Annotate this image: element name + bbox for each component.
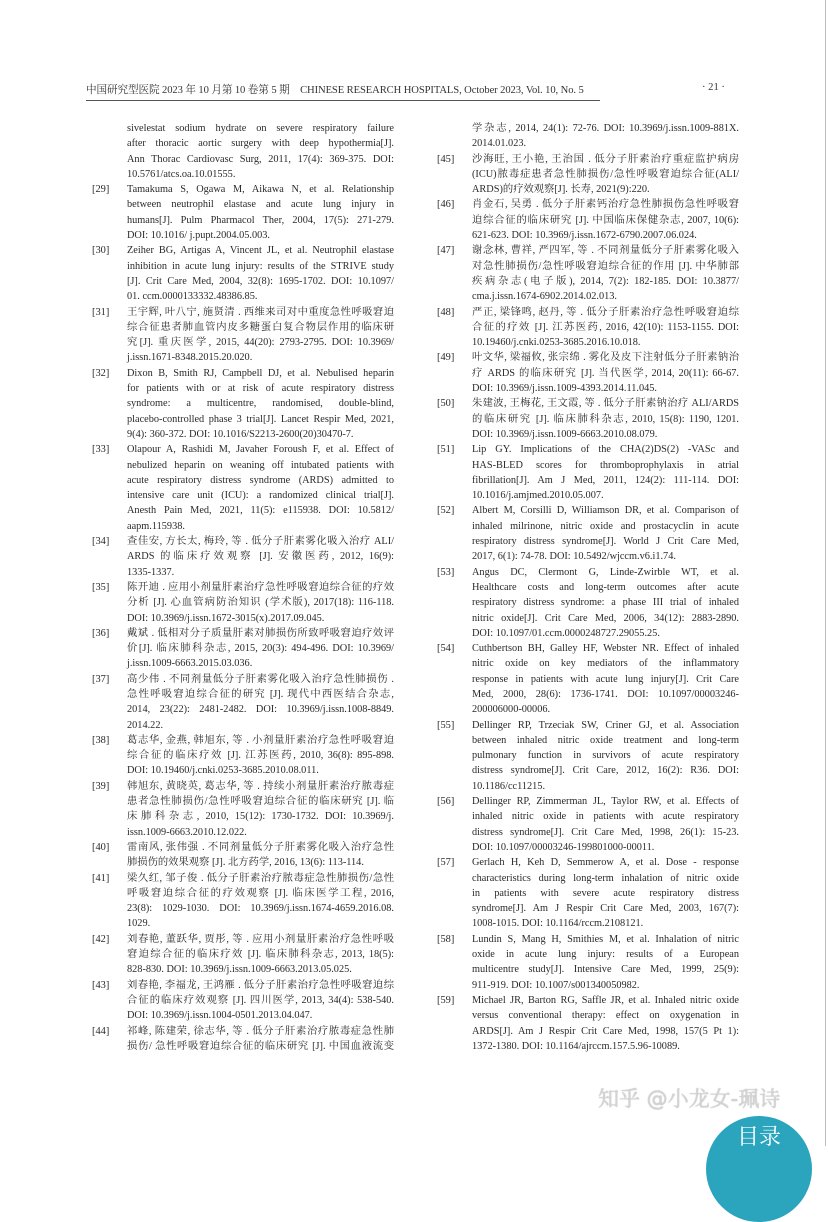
reference-line: in patients with severe acute respiratory distress xyxy=(472,887,739,899)
reference-text xyxy=(127,580,394,626)
reference-line: 2014.22. xyxy=(127,719,164,731)
reference-line: oxide in acute lung injury: results of a European xyxy=(472,949,739,961)
reference-text xyxy=(127,366,394,442)
reference-text xyxy=(472,718,739,794)
reference-number: [59] xyxy=(437,994,455,1006)
reference-text xyxy=(127,626,394,672)
reference-line: Olapour A, Rashidi M, Javaher Foroush F, et al. Effect of xyxy=(127,444,394,456)
reference-number: [47] xyxy=(437,245,455,257)
reference-line: 雷南风, 张伟强 . 不同剂量低分子肝素雾化吸入治疗急性 xyxy=(127,841,394,853)
reference-number: [41] xyxy=(92,872,110,884)
reference-line: 200006000-00006. xyxy=(472,704,551,716)
reference-item xyxy=(433,718,743,794)
reference-number: [42] xyxy=(92,933,110,945)
reference-line: 对急性肺损伤/急性呼吸窘迫综合征的作用 [J]. 中华肺部 xyxy=(472,260,739,272)
reference-line: syndrome: a multicentre, randomised, double-blind, xyxy=(127,398,394,410)
reference-line: 1335-1337. xyxy=(127,566,175,578)
reference-line: between neutrophil elastase and acute lung injury in xyxy=(127,199,394,211)
reference-text xyxy=(127,978,394,1024)
reference-line: 合征的临床疗效观察 [J]. 四川医学, 2013, 34(4): 538-540. xyxy=(127,994,394,1006)
reference-line: DOI: 10.19460/j.cnki.0253-3685.2010.08.011. xyxy=(127,765,319,777)
reference-line: 23(8): 1029-1030. DOI: 10.3969/j.issn.1674-4659.2016.08. xyxy=(127,903,394,915)
reference-item xyxy=(88,121,398,182)
reference-line: 911-919. DOI: 10.1007/s001340050982. xyxy=(472,979,640,991)
reference-line: 9(4): 360-372. DOI: 10.1016/S2213-2600(20)30470-7. xyxy=(127,428,354,440)
reference-text xyxy=(472,396,739,442)
page-edge-divider xyxy=(825,0,826,1146)
reference-line: Cuthbertson BH, Galley HF, Webster NR. Effect of inhaled xyxy=(472,643,739,655)
reference-line: 损伤/ 急性呼吸窘迫综合征的临床研究 [J]. 中国血液流变 xyxy=(127,1040,394,1052)
reference-line: distress syndrome[J]. Crit Care Med, 1998, 26(1): 15-23. xyxy=(472,826,739,838)
reference-line: ARDS[J]. Am J Respir Crit Care Med, 1998, 157(5 Pt 1): xyxy=(472,1025,739,1037)
reference-line: Dellinger RP, Zimmerman JL, Taylor RW, et al. Effects of xyxy=(472,796,739,808)
reference-line: 10.19460/j.cnki.0253-3685.2016.10.018. xyxy=(472,337,641,349)
reference-line: Anesth Pain Med, 2021, 11(5): e115938. DOI: 10.5812/ xyxy=(127,505,394,517)
reference-line: 高少伟 . 不同剂量低分子肝素雾化吸入治疗急性肺损伤 . xyxy=(127,673,394,685)
reference-line: 严正, 梁锋鸣, 赵丹, 等 . 低分子肝素治疗急性呼吸窘迫综 xyxy=(472,306,739,318)
reference-line: placebo-controlled phase 3 trial[J]. Lancet Respir Med, 2021, xyxy=(127,413,394,425)
reference-number: [55] xyxy=(437,719,455,731)
reference-text xyxy=(127,305,394,366)
reference-line: issn.1009-6663.2010.12.022. xyxy=(127,826,247,838)
reference-number: [48] xyxy=(437,306,455,318)
reference-line: cma.j.issn.1674-6902.2014.02.013. xyxy=(472,291,618,303)
reference-line: Albert M, Corsilli D, Williamson DR, et al. Comparison of xyxy=(472,505,739,517)
reference-item xyxy=(433,305,743,351)
reference-text xyxy=(127,442,394,534)
reference-item xyxy=(88,366,398,442)
reference-line: ARDS 的临床疗效观察 [J]. 安徽医药, 2012, 16(9): xyxy=(127,551,394,563)
reference-line: 1372-1380. DOI: 10.1164/ajrccm.157.5.96-10089. xyxy=(472,1040,680,1052)
toc-label: 目录 xyxy=(736,1125,781,1150)
reference-line: Healthcare costs and long-term outcomes after acute xyxy=(472,581,739,593)
reference-line: inhaled milrinone, nitric oxide and prostacyclin in acute xyxy=(472,520,739,532)
reference-line: inhaled nitric oxide in patients with acute respiratory xyxy=(472,811,739,823)
reference-line: Ann Thorac Cardiovasc Surg, 2011, 17(4): 369-375. DOI: xyxy=(127,153,394,165)
reference-item xyxy=(433,794,743,855)
reference-line: Michael JR, Barton RG, Saffle JR, et al. Inhaled nitric oxide xyxy=(472,994,739,1006)
reference-number: [43] xyxy=(92,979,110,991)
reference-line: inhibition in acute lung injury: results of the STRIVE study xyxy=(127,260,394,272)
reference-number: [58] xyxy=(437,933,455,945)
reference-line: DOI: 10.3969/j.issn.1672-3015(x).2017.09.045. xyxy=(127,612,325,624)
reference-number: [31] xyxy=(92,306,110,318)
reference-line: Gerlach H, Keh D, Semmerow A, et al. Dose - response xyxy=(472,857,739,869)
reference-item xyxy=(433,152,743,198)
reference-item xyxy=(433,396,743,442)
reference-line: ARDS)的疗效观察[J]. 长寿, 2021(9):220. xyxy=(472,184,650,196)
reference-line: 肖金石, 吴勇 . 低分子肝素钙治疗急性肺损伤急性呼吸窘 xyxy=(472,199,739,211)
reference-item xyxy=(88,978,398,1024)
reference-item xyxy=(433,855,743,931)
reference-text xyxy=(472,350,739,396)
reference-line: DOI: 10.3969/j.issn.1009-4393.2014.11.045. xyxy=(472,383,657,395)
reference-line: 梁久红, 邹子俊 . 低分子肝素治疗脓毒症急性肺损伤/急性 xyxy=(127,872,394,884)
reference-text xyxy=(472,152,739,198)
reference-line: Angus DC, Clermont G, Linde-Zwirble WT, et al. xyxy=(472,566,739,578)
reference-number: [54] xyxy=(437,643,455,655)
reference-item xyxy=(88,871,398,932)
reference-line: 综合征的临床疗效 [J]. 江苏医药, 2010, 36(8): 895-898. xyxy=(127,750,394,762)
reference-line: 戴斌 . 低相对分子质量肝素对肺损伤所致呼吸窘迫疗效评 xyxy=(127,627,394,639)
reference-text xyxy=(472,442,739,503)
reference-line: 学杂志, 2014, 24(1): 72-76. DOI: 10.3969/j.issn.1009-881X. xyxy=(472,123,739,134)
reference-item xyxy=(433,243,743,304)
reference-line: 621-623. DOI: 10.3969/j.issn.1672-6790.2007.06.024. xyxy=(472,230,697,242)
reference-item xyxy=(88,580,398,626)
reference-item xyxy=(88,779,398,840)
reference-line: 2014.01.023. xyxy=(472,138,527,150)
reference-line: j.issn.1009-6663.2015.03.036. xyxy=(127,658,253,670)
reference-number: [50] xyxy=(437,398,455,410)
reference-line: multicentre study[J]. Intensive Care Med, 1999, 25(9): xyxy=(472,964,739,976)
reference-line: 合征的疗效 [J]. 江苏医药, 2016, 42(10): 1153-1155. DOI: xyxy=(472,321,739,333)
reference-item xyxy=(88,534,398,580)
reference-number: [40] xyxy=(92,841,110,853)
reference-line: between inhaled nitric oxide treatment and long-term xyxy=(472,734,739,746)
reference-text xyxy=(127,779,394,840)
reference-line: response in patients with acute lung injury[J]. Crit Care xyxy=(472,673,739,685)
reference-text xyxy=(127,243,394,304)
reference-line: 查佳安, 方长太, 梅玲, 等 . 低分子肝素雾化吸入治疗 ALI/ xyxy=(127,536,394,548)
reference-text xyxy=(472,243,739,304)
references-right-column xyxy=(433,121,743,1054)
reference-line: 1008-1015. DOI: 10.1164/rccm.2108121. xyxy=(472,918,644,930)
reference-line: 迫综合征的临床研究 [J]. 中国临床保健杂志, 2007, 10(6): xyxy=(472,214,739,226)
references-left-column xyxy=(88,121,398,1054)
reference-line: 分析 [J]. 心血管病防治知识 (学术版), 2017(18): 116-118. xyxy=(127,597,394,609)
reference-line: 沙海旺, 王小艳, 王治国 . 低分子肝素治疗重症监护病房 xyxy=(472,153,739,165)
reference-line: characteristics during long-term inhalation of nitric oxide xyxy=(472,872,739,884)
reference-line: Zeiher BG, Artigas A, Vincent JL, et al. Neutrophil elastase xyxy=(127,245,394,257)
reference-item xyxy=(88,672,398,733)
page-number: · 21 · xyxy=(702,82,725,93)
reference-item xyxy=(433,993,743,1054)
reference-line: 肺损伤的效果观察 [J]. 北方药学, 2016, 13(6): 113-114. xyxy=(127,857,364,869)
reference-line: 10.1016/j.amjmed.2010.05.007. xyxy=(472,490,604,502)
reference-line: sivelestat sodium hydrate on severe respiratory failure xyxy=(127,123,394,134)
reference-line: Lundin S, Mang H, Smithies M, et al. Inhalation of nitric xyxy=(472,933,739,945)
reference-line: j.issn.1671-8348.2015.20.020. xyxy=(127,352,253,364)
reference-line: nitric oxide[J]. Crit Care Med, 2006, 34(12): 2883-2890. xyxy=(472,612,739,624)
reference-item xyxy=(433,350,743,396)
reference-line: 刘春艳, 李福龙, 王鸿雁 . 低分子肝素治疗急性呼吸窘迫综 xyxy=(127,979,394,991)
reference-line: 窘迫综合征的临床疗效 [J]. 临床肺科杂志, 2013, 18(5): xyxy=(127,949,394,961)
reference-line: versus conventional therapy: effect on oxygenation in xyxy=(472,1010,739,1022)
reference-line: respiratory distress syndrome: a phase III trial of inhaled xyxy=(472,597,739,609)
reference-line: 2014, 23(22): 2481-2482. DOI: 10.3969/j.issn.1008-8849. xyxy=(127,704,394,716)
running-header: 中国研究型医院 2023 年 10 月第 10 卷第 5 期 CHINESE RESEARCH HOSPITALS, October 2023, Vol. 10, No. 5 xyxy=(86,82,600,101)
reference-text xyxy=(472,565,739,641)
reference-line: respiratory distress syndrome[J]. World J Crit Care Med, xyxy=(472,536,739,548)
reference-item xyxy=(433,503,743,564)
reference-line: 10.1186/cc11215. xyxy=(472,780,546,792)
zhihu-watermark: 知乎 @小龙女-珮诗 xyxy=(598,1087,781,1111)
reference-item xyxy=(88,182,398,243)
reference-text xyxy=(127,182,394,243)
reference-number: [52] xyxy=(437,505,455,517)
reference-text xyxy=(127,932,394,978)
reference-line: 疗 ARDS 的临床研究 [J]. 当代医学, 2014, 20(11): 66-67. xyxy=(472,367,739,379)
reference-number: [56] xyxy=(437,796,455,808)
reference-line: DOI: 10.1016/ j.pupt.2004.05.003. xyxy=(127,230,271,242)
reference-number: [46] xyxy=(437,199,455,211)
reference-item xyxy=(433,641,743,717)
reference-line: nebulized heparin on weaning off intubated patients with xyxy=(127,459,394,471)
reference-line: 10.5761/atcs.oa.10.01555. xyxy=(127,168,236,180)
reference-line: 王宇辉, 叶八宁, 施贤清 . 西维来司对中重度急性呼吸窘迫 xyxy=(127,306,394,318)
reference-line: 葛志华, 金燕, 韩旭东, 等 . 小剂量肝素治疗急性呼吸窘迫 xyxy=(127,734,394,746)
reference-line: 祁峰, 陈建荣, 徐志华, 等 . 低分子肝素治疗脓毒症急性肺 xyxy=(127,1025,394,1037)
reference-line: 01. ccm.0000133332.48386.85. xyxy=(127,291,258,303)
reference-item xyxy=(88,626,398,672)
reference-number: [51] xyxy=(437,444,455,456)
reference-line: HAS-BLED scores for thromboprophylaxis in atrial xyxy=(472,459,739,471)
reference-line: 谢念林, 曹祥, 严四军, 等 . 不同剂量低分子肝素雾化吸入 xyxy=(472,245,739,257)
reference-line: 患者急性肺损伤/急性呼吸窘迫综合征的临床研究 [J]. 临 xyxy=(127,796,394,808)
reference-text xyxy=(472,197,739,243)
reference-number: [33] xyxy=(92,444,110,456)
reference-line: 究[J]. 重庆医学, 2015, 44(20): 2793-2795. DOI: 10.3969/ xyxy=(127,337,394,349)
reference-item xyxy=(433,565,743,641)
reference-line: DOI: 10.1097/01.ccm.0000248727.29055.25. xyxy=(472,627,660,639)
reference-text xyxy=(127,672,394,733)
reference-line: 828-830. DOI: 10.3969/j.issn.1009-6663.2013.05.025. xyxy=(127,964,352,976)
reference-text xyxy=(472,641,739,717)
reference-number: [45] xyxy=(437,153,455,165)
reference-line: for patients with or at risk of acute respiratory distress xyxy=(127,383,394,395)
reference-number: [36] xyxy=(92,627,110,639)
reference-text xyxy=(127,121,394,182)
reference-line: 床肺科杂志, 2010, 15(12): 1730-1732. DOI: 10.3969/j. xyxy=(127,811,394,823)
reference-line: 朱建波, 王梅花, 王文霞, 等 . 低分子肝素钠治疗 ALI/ARDS xyxy=(472,398,739,410)
reference-item xyxy=(88,840,398,871)
reference-line: humans[J]. Pulm Pharmacol Ther, 2004, 17(5): 271-279. xyxy=(127,214,394,226)
reference-item xyxy=(88,1024,398,1055)
reference-text xyxy=(127,871,394,932)
reference-line: Dellinger RP, Trzeciak SW, Criner GJ, et al. Association xyxy=(472,719,739,731)
reference-text xyxy=(472,794,739,855)
reference-number: [30] xyxy=(92,245,110,257)
reference-line: 价[J]. 临床肺科杂志, 2015, 20(3): 494-496. DOI: 10.3969/ xyxy=(127,643,394,655)
reference-line: 韩旭东, 黄晓英, 葛志华, 等 . 持续小剂量肝素治疗脓毒症 xyxy=(127,780,394,792)
reference-number: [34] xyxy=(92,536,110,548)
reference-item xyxy=(433,197,743,243)
reference-number: [44] xyxy=(92,1025,110,1037)
reference-text xyxy=(472,305,739,351)
reference-line: Tamakuma S, Ogawa M, Aikawa N, et al. Relationship xyxy=(127,184,394,196)
reference-line: 陈开迪 . 应用小剂量肝素治疗急性呼吸窘迫综合征的疗效 xyxy=(127,581,394,593)
reference-line: 1029. xyxy=(127,918,151,930)
reference-line: fibrillation[J]. Am J Med, 2011, 124(2): 111-114. DOI: xyxy=(472,474,739,486)
reference-item xyxy=(433,121,743,152)
reference-line: syndrome[J]. Am J Respir Crit Care Med, 2003, 167(7): xyxy=(472,903,739,915)
reference-number: [39] xyxy=(92,780,110,792)
reference-line: after thoracic aortic surgery with deep hypothermia[J]. xyxy=(127,138,394,150)
reference-line: 的临床研究 [J]. 临床肺科杂志, 2010, 15(8): 1190, 1201. xyxy=(472,413,739,425)
reference-line: Med, 2000, 28(6): 1736-1741. DOI: 10.1097/00003246- xyxy=(472,688,739,700)
reference-text xyxy=(472,855,739,931)
reference-item xyxy=(433,442,743,503)
reference-line: aapm.115938. xyxy=(127,520,185,532)
reference-line: pulmonary function in survivors of acute respiratory xyxy=(472,750,739,762)
reference-number xyxy=(88,121,127,182)
reference-number: [35] xyxy=(92,581,110,593)
reference-text xyxy=(472,932,739,993)
reference-line: Dixon B, Smith RJ, Campbell DJ, et al. Nebulised heparin xyxy=(127,367,394,379)
reference-text xyxy=(127,733,394,779)
reference-line: nitric oxide on key mediators of the inflammatory xyxy=(472,658,739,670)
reference-line: DOI: 10.3969/j.issn.1004-0501.2013.04.047. xyxy=(127,1010,313,1022)
reference-item xyxy=(88,733,398,779)
reference-number: [32] xyxy=(92,367,110,379)
reference-item xyxy=(433,932,743,993)
reference-number: [49] xyxy=(437,352,455,364)
reference-item xyxy=(88,243,398,304)
reference-number xyxy=(433,121,472,152)
reference-text xyxy=(472,121,739,152)
table-of-contents-button[interactable] xyxy=(706,1116,812,1222)
reference-line: (ICU)脓毒症患者急性肺损伤/急性呼吸窘迫综合征(ALI/ xyxy=(472,168,739,180)
reference-text xyxy=(472,503,739,564)
reference-line: [J]. Crit Care Med, 2004, 32(8): 1695-1702. DOI: 10.1097/ xyxy=(127,275,394,287)
reference-number: [38] xyxy=(92,734,110,746)
reference-line: 疾病杂志(电子版), 2014, 7(2): 182-185. DOI: 10.3877/ xyxy=(472,275,739,287)
reference-line: intensive care unit (ICU): a randomized clinical trial[J]. xyxy=(127,490,394,502)
reference-number: [29] xyxy=(92,184,110,196)
reference-number: [37] xyxy=(92,673,110,685)
reference-text xyxy=(127,840,394,871)
reference-text xyxy=(127,534,394,580)
reference-text xyxy=(127,1024,394,1055)
reference-item xyxy=(88,442,398,534)
reference-line: distress syndrome[J]. Crit Care, 2012, 16(2): R36. DOI: xyxy=(472,765,739,777)
reference-line: DOI: 10.3969/j.issn.1009-6663.2010.08.079. xyxy=(472,428,658,440)
reference-line: 刘春艳, 董跃华, 贾彤, 等 . 应用小剂量肝素治疗急性呼吸 xyxy=(127,933,394,945)
reference-line: 呼吸窘迫综合征的疗效观察 [J]. 临床医学工程, 2016, xyxy=(127,887,394,899)
reference-item xyxy=(88,305,398,366)
reference-number: [53] xyxy=(437,566,455,578)
reference-line: 综合征患者肺血管内皮多糖蛋白复合物层作用的临床研 xyxy=(127,321,394,333)
reference-item xyxy=(88,932,398,978)
reference-line: 叶文华, 梁福攸, 张宗绵 . 雾化及皮下注射低分子肝素钠治 xyxy=(472,352,739,364)
reference-number: [57] xyxy=(437,857,455,869)
reference-line: DOI: 10.1097/00003246-199801000-00011. xyxy=(472,841,655,853)
reference-text xyxy=(472,993,739,1054)
reference-line: 2017, 6(1): 74-78. DOI: 10.5492/wjccm.v6.i1.74. xyxy=(472,551,676,563)
reference-line: 急性呼吸窘迫综合征的研究 [J]. 现代中西医结合杂志, xyxy=(127,688,394,700)
reference-line: acute respiratory distress syndrome (ARDS) admitted to xyxy=(127,474,394,486)
reference-line: Lip GY. Implications of the CHA(2)DS(2) -VASc and xyxy=(472,444,739,456)
